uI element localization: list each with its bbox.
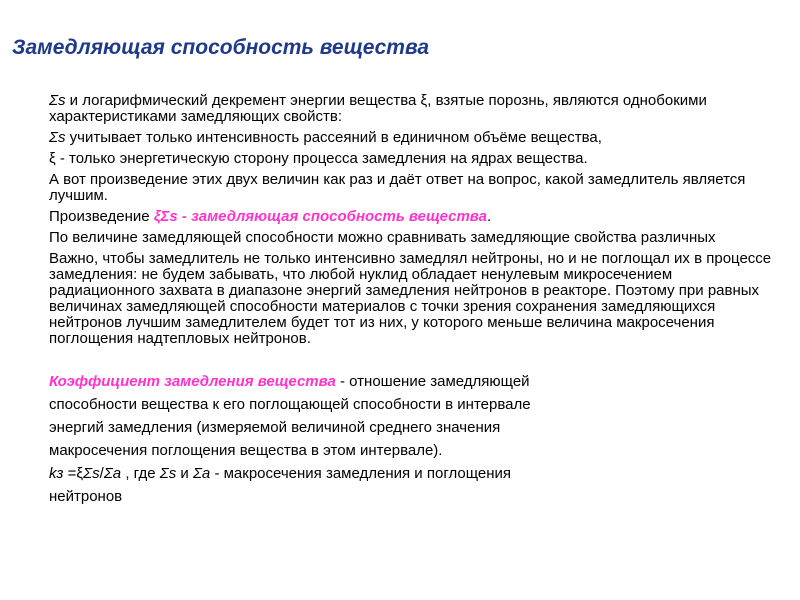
spacer <box>49 352 779 370</box>
formula-xi: ξ <box>76 465 84 482</box>
paragraph-prefix: Произведение <box>49 208 154 225</box>
slide-body <box>49 93 779 508</box>
coefficient-formula-line <box>49 462 779 485</box>
formula-sigma-s: Σs <box>83 465 100 482</box>
coefficient-line-2: способности вещества к его поглощающей способности в интервале <box>49 396 531 413</box>
paragraph-product-answer: А вот произведение этих двух величин как раз и даёт ответ на вопрос, какой замедлитель является лучшим. <box>49 171 746 204</box>
paragraph-compare: По величине замедляющей способности можно сравнивать замедляющие свойства различных <box>49 229 716 246</box>
coefficient-line-3: энергий замедления (измеряемой величиной среднего значения <box>49 419 501 436</box>
sigma-s-symbol: Σs <box>49 129 66 146</box>
formula-mid: , где <box>121 465 160 482</box>
paragraph-sigma-decrement <box>49 93 779 125</box>
paragraph-text: и логарифмический декремент энергии вещества ξ, взятые порознь, являются однобокими характеристиками замедляющих свойств: <box>49 92 707 125</box>
coefficient-term-highlight: Коэффициент замедления вещества <box>49 373 336 390</box>
formula-tail: - макросечения замедления и поглощения <box>210 465 512 482</box>
coefficient-line-1-rest: - отношение замедляющей <box>335 373 530 390</box>
paragraph-text: учитывает только интенсивность рассеяний в единичном объёме вещества, <box>65 129 602 146</box>
paragraph-sigma-intensity <box>49 130 779 146</box>
paragraph-suffix: . <box>487 208 492 225</box>
coefficient-line-1 <box>49 370 779 393</box>
formula-sigma-a-2: Σa <box>192 465 211 482</box>
formula-and: и <box>176 465 193 482</box>
formula-sigma-a: Σa <box>103 465 122 482</box>
formula-k: kз <box>49 465 64 482</box>
coefficient-line-4: макросечения поглощения вещества в этом интервале). <box>49 442 443 459</box>
paragraph-slowing-power <box>49 209 779 225</box>
paragraph-absorption: Важно, чтобы замедлитель не только интенсивно замедлял нейтроны, но и не поглощал их в процессе замедления: не будем забывать, что любой нуклид обладает ненулевым микросечением радиационного захвата в диапазоне энергий замедления нейтронов в реакторе. Поэтому при равных величинах замедляющей способности материалов с точки зрения сохранения замедляющихся нейтронов лучшим замедлителем будет тот из них, у которого меньше величина макросечения поглощения надтепловых нейтронов. <box>49 250 772 347</box>
moderation-coefficient-block <box>49 370 779 508</box>
formula-sigma-s-2: Σs <box>159 465 177 482</box>
sigma-s-symbol: Σs <box>49 92 66 109</box>
slowing-power-highlight: ξΣs - замедляющая способность вещества <box>153 208 488 225</box>
slide-title: Замедляющая способность вещества <box>12 36 430 59</box>
coefficient-line-6: нейтронов <box>49 488 123 505</box>
paragraph-xi-energy: ξ - только энергетическую сторону процесса замедления на ядрах вещества. <box>49 150 588 167</box>
formula-slash: / <box>99 465 104 482</box>
formula-eq: = <box>63 465 77 482</box>
